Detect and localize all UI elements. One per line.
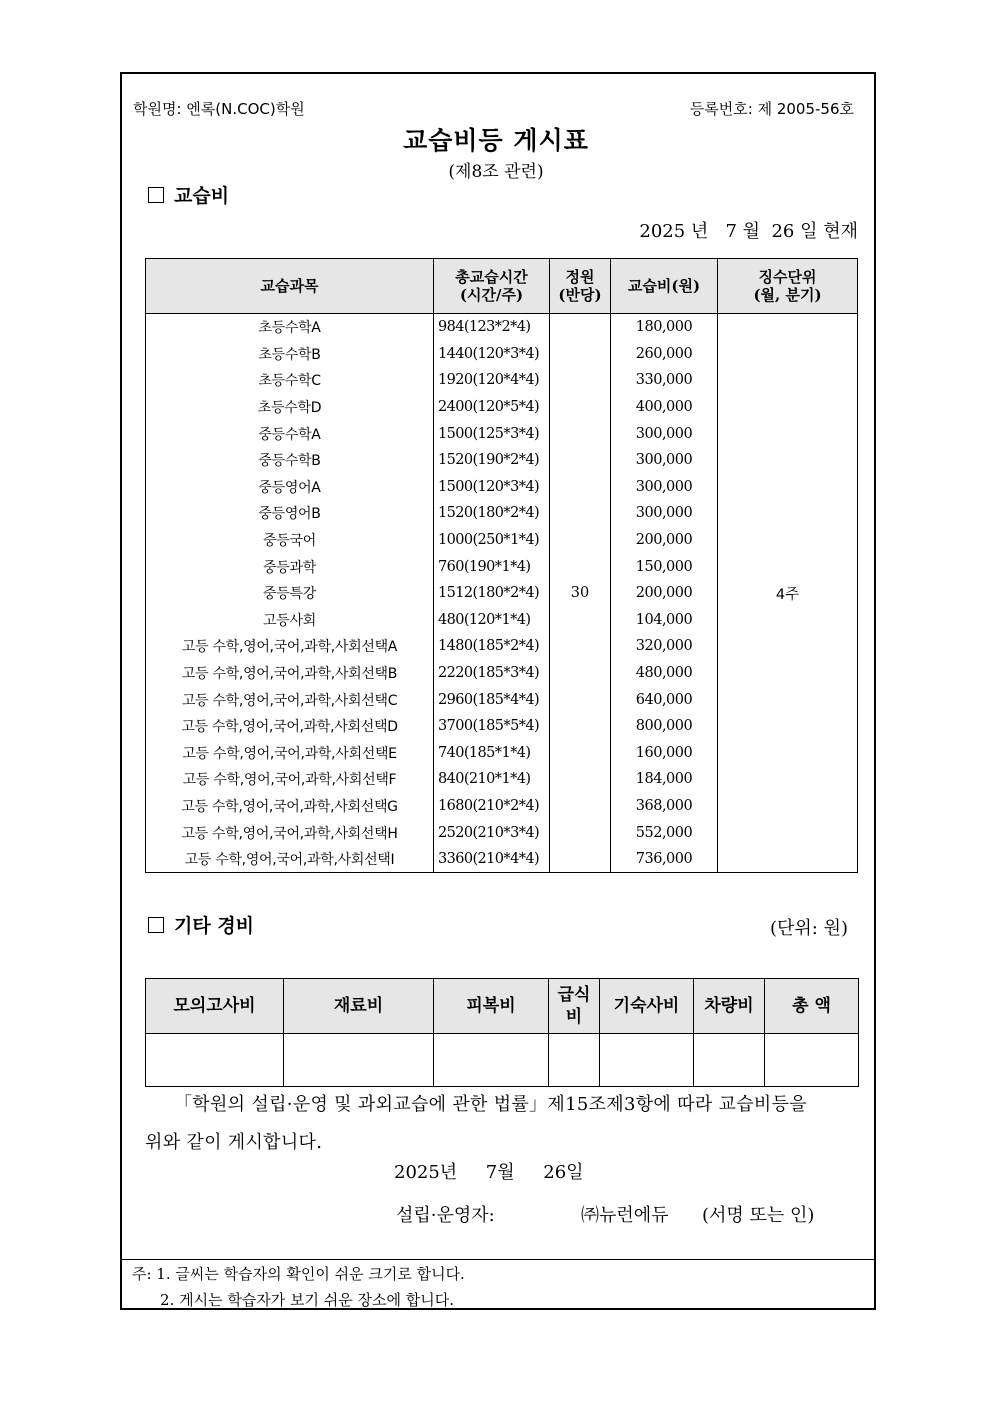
fee-cell: 200,000: [611, 527, 718, 554]
hours-cell: 3360(210*4*4): [434, 846, 550, 873]
col-header-fee: 교습비(원): [611, 259, 718, 314]
fee-cell: 104,000: [611, 607, 718, 634]
subject-cell: 고등 수학,영어,국어,과학,사회선택B: [146, 660, 434, 687]
table-row: [146, 314, 858, 341]
hours-cell: 740(185*1*4): [434, 740, 550, 767]
subject-cell: 중등수학B: [146, 447, 434, 474]
subject-cell: 고등 수학,영어,국어,과학,사회선택A: [146, 633, 434, 660]
fee-cell: 800,000: [611, 713, 718, 740]
expense-header-cell: 급식 비: [549, 979, 600, 1034]
subject-cell: 고등 수학,영어,국어,과학,사회선택C: [146, 686, 434, 713]
operator-label: 설립·운영자:: [396, 1205, 495, 1226]
expense-value-cell: [434, 1034, 549, 1087]
fee-cell: 184,000: [611, 766, 718, 793]
other-expenses-heading: [148, 911, 254, 938]
hours-cell: 2960(185*4*4): [434, 686, 550, 713]
col-header-collection-unit: 징수단위 (월, 분기): [718, 259, 858, 314]
hours-cell: 1520(190*2*4): [434, 447, 550, 474]
hours-cell: 2520(210*3*4): [434, 819, 550, 846]
hours-cell: 760(190*1*4): [434, 553, 550, 580]
registration-number: 등록번호: 제 2005-56호: [689, 100, 854, 118]
subject-cell: 중등특강: [146, 580, 434, 607]
other-expenses-table: [145, 978, 859, 1087]
expense-header-cell: 총 액: [765, 979, 859, 1034]
subject-cell: 중등영어B: [146, 500, 434, 527]
subject-cell: 초등수학D: [146, 394, 434, 421]
fee-cell: 150,000: [611, 553, 718, 580]
statement-date: 2025년 7월 26일: [394, 1162, 584, 1183]
tuition-header-row: [146, 259, 858, 314]
as-of-date: 2025 년 7 월 26 일 현재: [639, 221, 858, 242]
fee-cell: 300,000: [611, 420, 718, 447]
fee-cell: 400,000: [611, 394, 718, 421]
expense-value-cell: [146, 1034, 284, 1087]
hours-cell: 1500(125*3*4): [434, 420, 550, 447]
fee-cell: 736,000: [611, 846, 718, 873]
col-header-capacity: 정원 (반당): [550, 259, 611, 314]
fee-cell: 300,000: [611, 474, 718, 501]
checkbox-square-icon: [148, 187, 164, 203]
expense-value-cell: [600, 1034, 694, 1087]
fee-cell: 260,000: [611, 341, 718, 368]
expense-header-cell: 피복비: [434, 979, 549, 1034]
fee-cell: 160,000: [611, 740, 718, 767]
hours-cell: 1440(120*3*4): [434, 341, 550, 368]
hours-cell: 1920(120*4*4): [434, 367, 550, 394]
fee-cell: 180,000: [611, 314, 718, 341]
statement-line-1: 「학원의 설립·운영 및 과외교습에 관한 법률」제15조제3항에 따라 교습비등을: [174, 1094, 807, 1115]
hours-cell: 2220(185*3*4): [434, 660, 550, 687]
subject-cell: 중등영어A: [146, 474, 434, 501]
hours-cell: 3700(185*5*4): [434, 713, 550, 740]
expense-value-cell: [284, 1034, 434, 1087]
collection-unit-cell: 4주: [718, 314, 858, 873]
expense-header-cell: 재료비: [284, 979, 434, 1034]
fee-cell: 552,000: [611, 819, 718, 846]
fee-cell: 640,000: [611, 686, 718, 713]
subject-cell: 고등 수학,영어,국어,과학,사회선택E: [146, 740, 434, 767]
col-header-subject: 교습과목: [146, 259, 434, 314]
notes-divider: [120, 1259, 876, 1260]
operator-name: ㈜뉴런에듀: [581, 1205, 669, 1226]
note-line-2: 2. 게시는 학습자가 보기 쉬운 장소에 합니다.: [160, 1291, 455, 1309]
expense-value-cell: [765, 1034, 859, 1087]
subject-cell: 초등수학B: [146, 341, 434, 368]
capacity-cell: 30: [550, 314, 611, 873]
expense-header-cell: 기숙사비: [600, 979, 694, 1034]
note-line-1: 주: 1. 글씨는 학습자의 확인이 쉬운 크기로 합니다.: [132, 1265, 465, 1283]
subject-cell: 고등 수학,영어,국어,과학,사회선택H: [146, 819, 434, 846]
hours-cell: 840(210*1*4): [434, 766, 550, 793]
hours-cell: 984(123*2*4): [434, 314, 550, 341]
tuition-section-heading: [148, 181, 229, 208]
academy-name: 학원명: 엔록(N.COC)학원: [133, 100, 305, 118]
tuition-section-title: 교습비: [174, 185, 230, 207]
fee-cell: 368,000: [611, 793, 718, 820]
expense-header-cell: 모의고사비: [146, 979, 284, 1034]
subject-cell: 고등 수학,영어,국어,과학,사회선택D: [146, 713, 434, 740]
subject-cell: 중등수학A: [146, 420, 434, 447]
subject-cell: 고등사회: [146, 607, 434, 634]
hours-cell: 1480(185*2*4): [434, 633, 550, 660]
hours-cell: 480(120*1*4): [434, 607, 550, 634]
other-expenses-header-row: [146, 979, 859, 1034]
subject-cell: 초등수학C: [146, 367, 434, 394]
fee-cell: 330,000: [611, 367, 718, 394]
hours-cell: 1520(180*2*4): [434, 500, 550, 527]
hours-cell: 1000(250*1*4): [434, 527, 550, 554]
other-expenses-value-row: [146, 1034, 859, 1087]
statement-line-2: 위와 같이 게시합니다.: [145, 1132, 323, 1153]
hours-cell: 1512(180*2*4): [434, 580, 550, 607]
expense-value-cell: [694, 1034, 765, 1087]
unit-label: (단위: 원): [770, 918, 848, 939]
checkbox-square-icon: [148, 917, 164, 933]
fee-cell: 300,000: [611, 500, 718, 527]
hours-cell: 1680(210*2*4): [434, 793, 550, 820]
hours-cell: 1500(120*3*4): [434, 474, 550, 501]
subject-cell: 고등 수학,영어,국어,과학,사회선택G: [146, 793, 434, 820]
other-expenses-title: 기타 경비: [174, 915, 255, 937]
expense-value-cell: [549, 1034, 600, 1087]
subject-cell: 고등 수학,영어,국어,과학,사회선택F: [146, 766, 434, 793]
fee-cell: 480,000: [611, 660, 718, 687]
page-title: 교습비등 게시표: [403, 126, 589, 155]
subject-cell: 중등과학: [146, 553, 434, 580]
subject-cell: 고등 수학,영어,국어,과학,사회선택I: [146, 846, 434, 873]
subject-cell: 초등수학A: [146, 314, 434, 341]
page-subtitle: (제8조 관련): [448, 162, 544, 182]
signature-note: (서명 또는 인): [702, 1205, 815, 1226]
subject-cell: 중등국어: [146, 527, 434, 554]
col-header-hours: 총교습시간 (시간/주): [434, 259, 550, 314]
expense-header-cell: 차량비: [694, 979, 765, 1034]
fee-cell: 300,000: [611, 447, 718, 474]
fee-cell: 200,000: [611, 580, 718, 607]
fee-cell: 320,000: [611, 633, 718, 660]
hours-cell: 2400(120*5*4): [434, 394, 550, 421]
tuition-table: [145, 258, 858, 873]
